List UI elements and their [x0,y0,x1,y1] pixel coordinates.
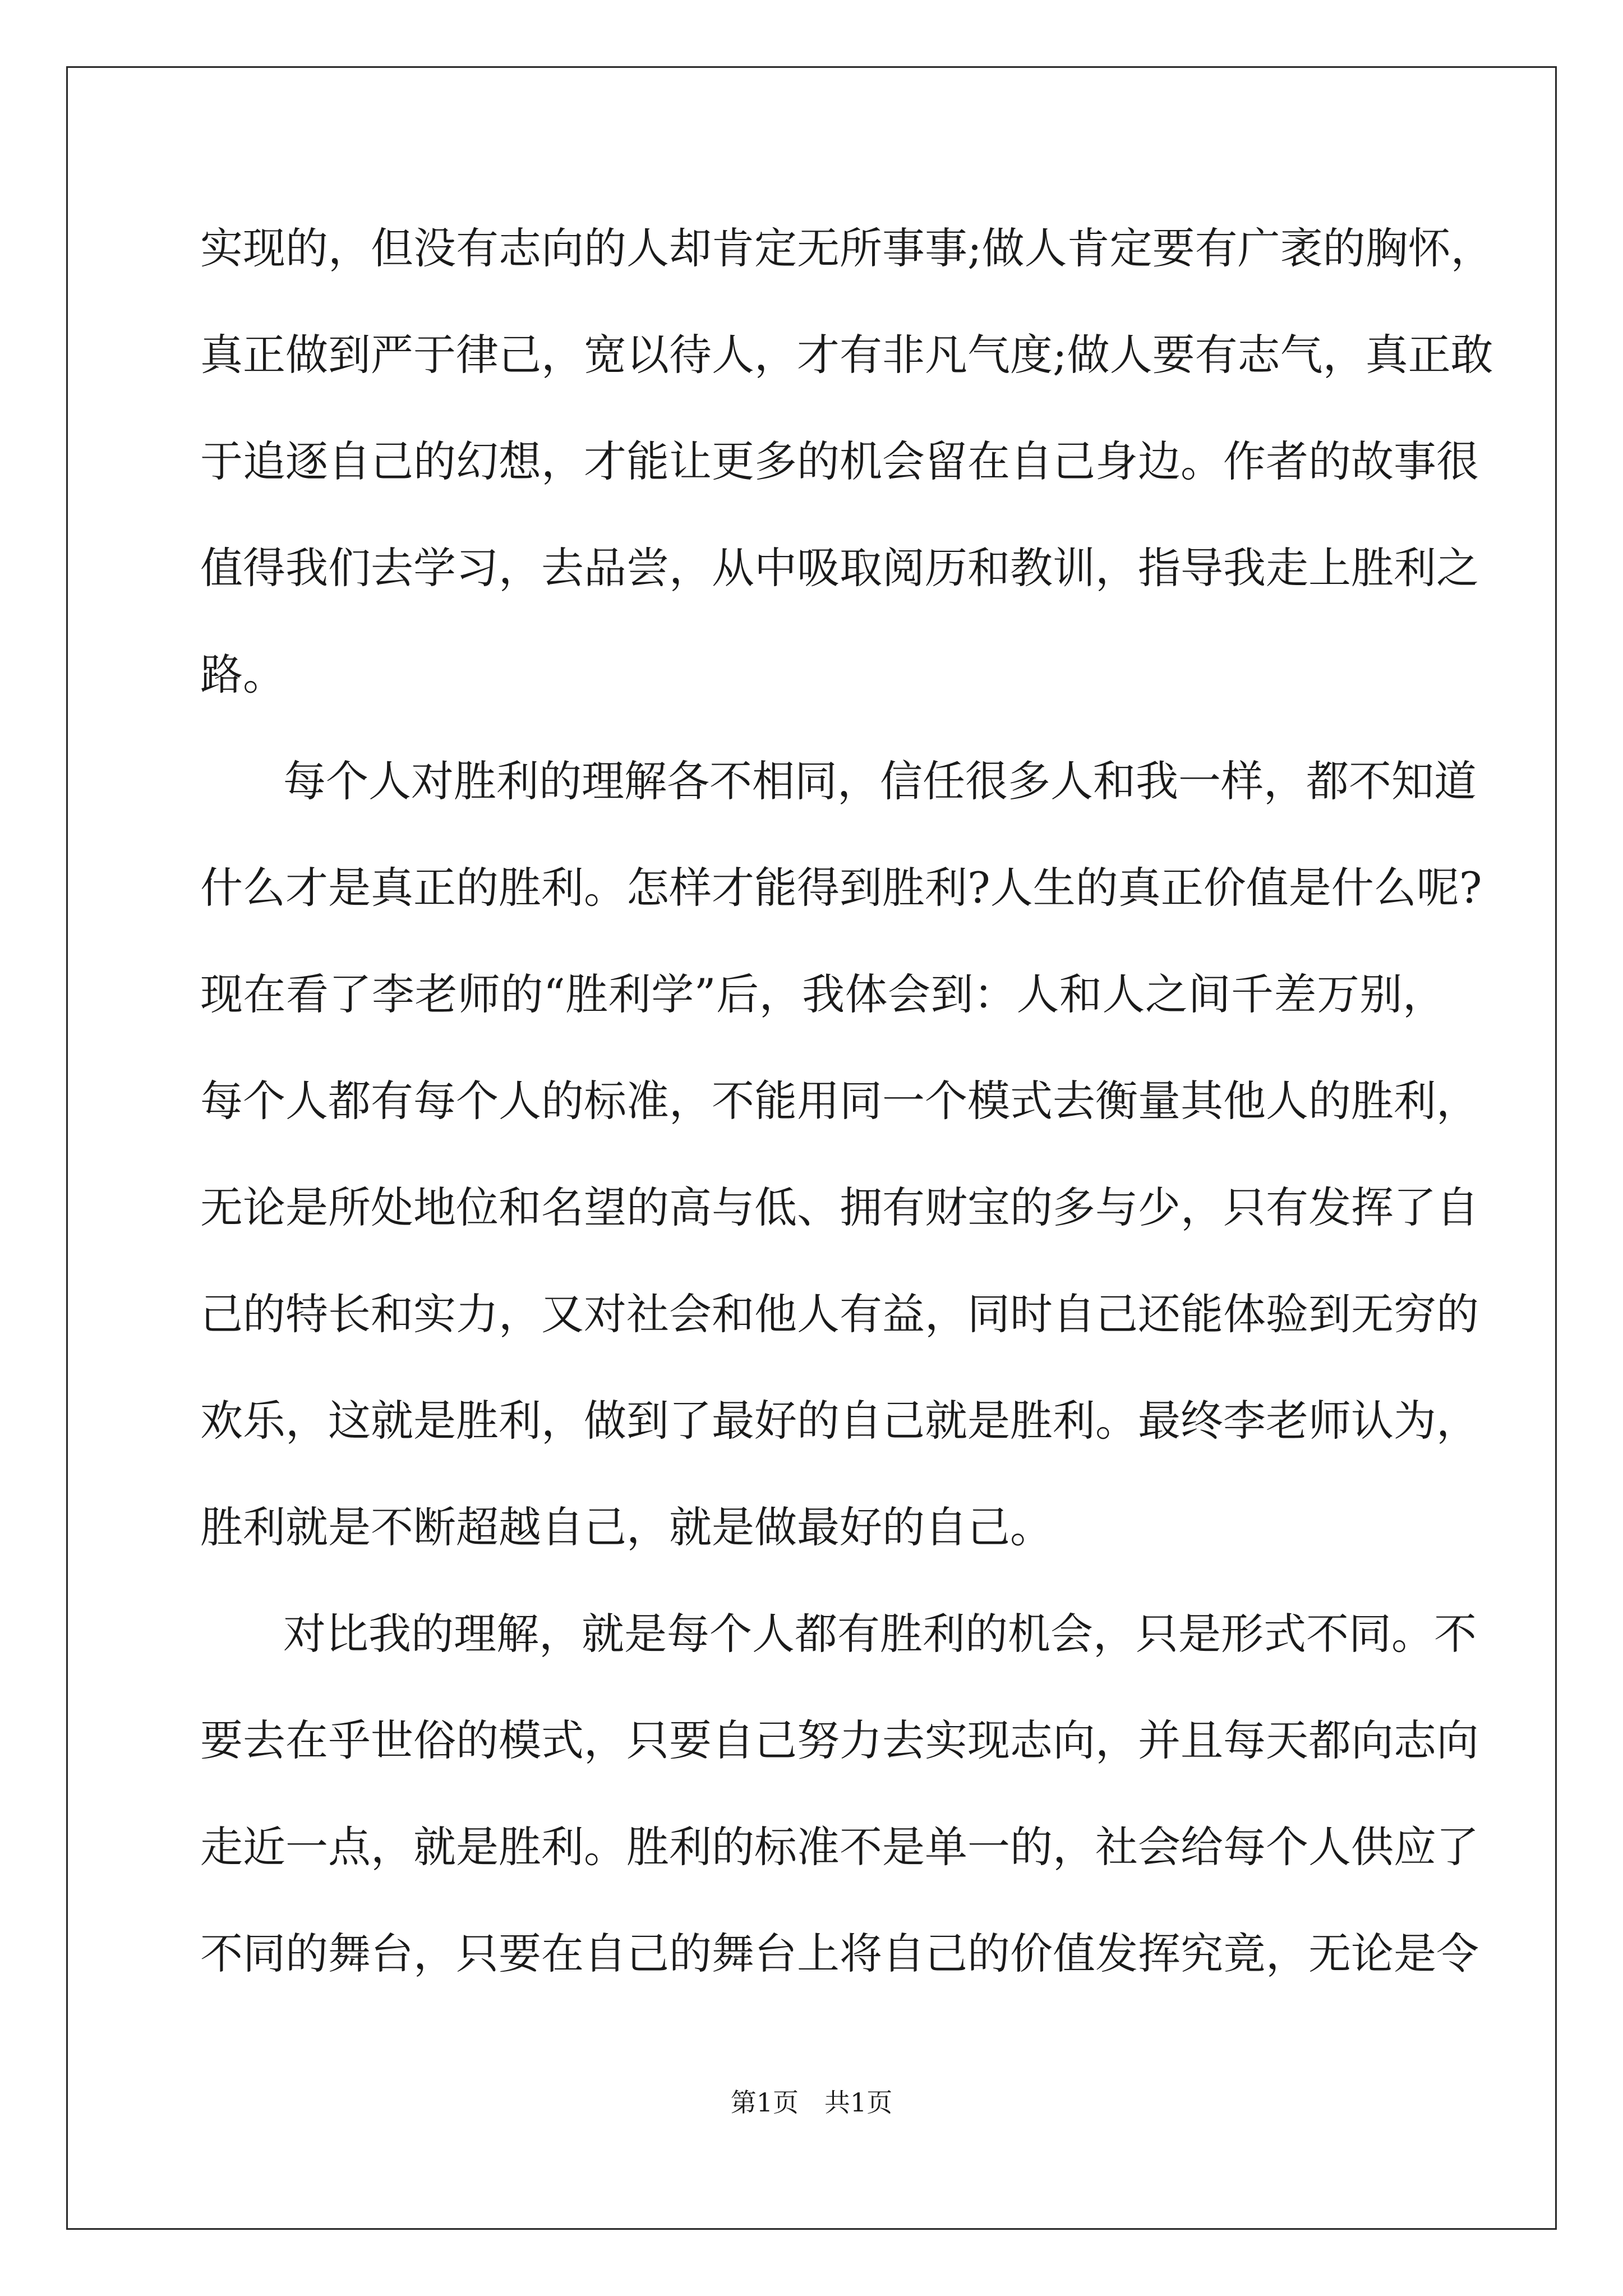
text-line: 走近一点，就是胜利。胜利的标准不是单一的，社会给每个人供应了 [200,1822,1479,1872]
text-line: 每个人都有每个人的标准，不能用同一个模式去衡量其他人的胜利， [200,1076,1479,1126]
text-line: 现在看了李老师的“胜利学”后，我体会到：人和人之间千差万别， [200,969,1445,1019]
text-line: 每个人对胜利的理解各不相同，信任很多人和我一样，都不知道 [283,756,1477,806]
page-footer: 第1页 共1页 [730,2087,893,2118]
text-line: 胜利就是不断超越自己，就是做最好的自己。 [200,1502,1053,1552]
text-line: 什么才是真正的胜利。怎样才能得到胜利?人生的真正价值是什么呢? [200,863,1482,913]
text-line: 于追逐自己的幻想，才能让更多的机会留在自己身边。作者的故事很 [200,436,1479,486]
text-line: 无论是所处地位和名望的高与低、拥有财宝的多与少，只有发挥了自 [200,1182,1479,1232]
text-line: 不同的舞台，只要在自己的舞台上将自己的价值发挥究竟，无论是令 [200,1929,1479,1978]
text-line: 路。 [200,650,285,700]
text-line: 实现的，但没有志向的人却肯定无所事事;做人肯定要有广袤的胸怀， [200,223,1493,273]
text-line: 要去在乎世俗的模式，只要自己努力去实现志向，并且每天都向志向 [200,1715,1479,1765]
text-line: 真正做到严于律己，宽以待人，才有非凡气度;做人要有志气，真正敢 [200,330,1493,380]
text-line: 值得我们去学习，去品尝，从中吸取阅历和教训，指导我走上胜利之 [200,543,1479,593]
text-line: 对比我的理解，就是每个人都有胜利的机会，只是形式不同。不 [283,1609,1477,1659]
text-line: 欢乐，这就是胜利，做到了最好的自己就是胜利。最终李老师认为， [200,1396,1479,1446]
text-line: 己的特长和实力，又对社会和他人有益，同时自己还能体验到无穷的 [200,1289,1479,1339]
page-border [66,66,1557,2230]
